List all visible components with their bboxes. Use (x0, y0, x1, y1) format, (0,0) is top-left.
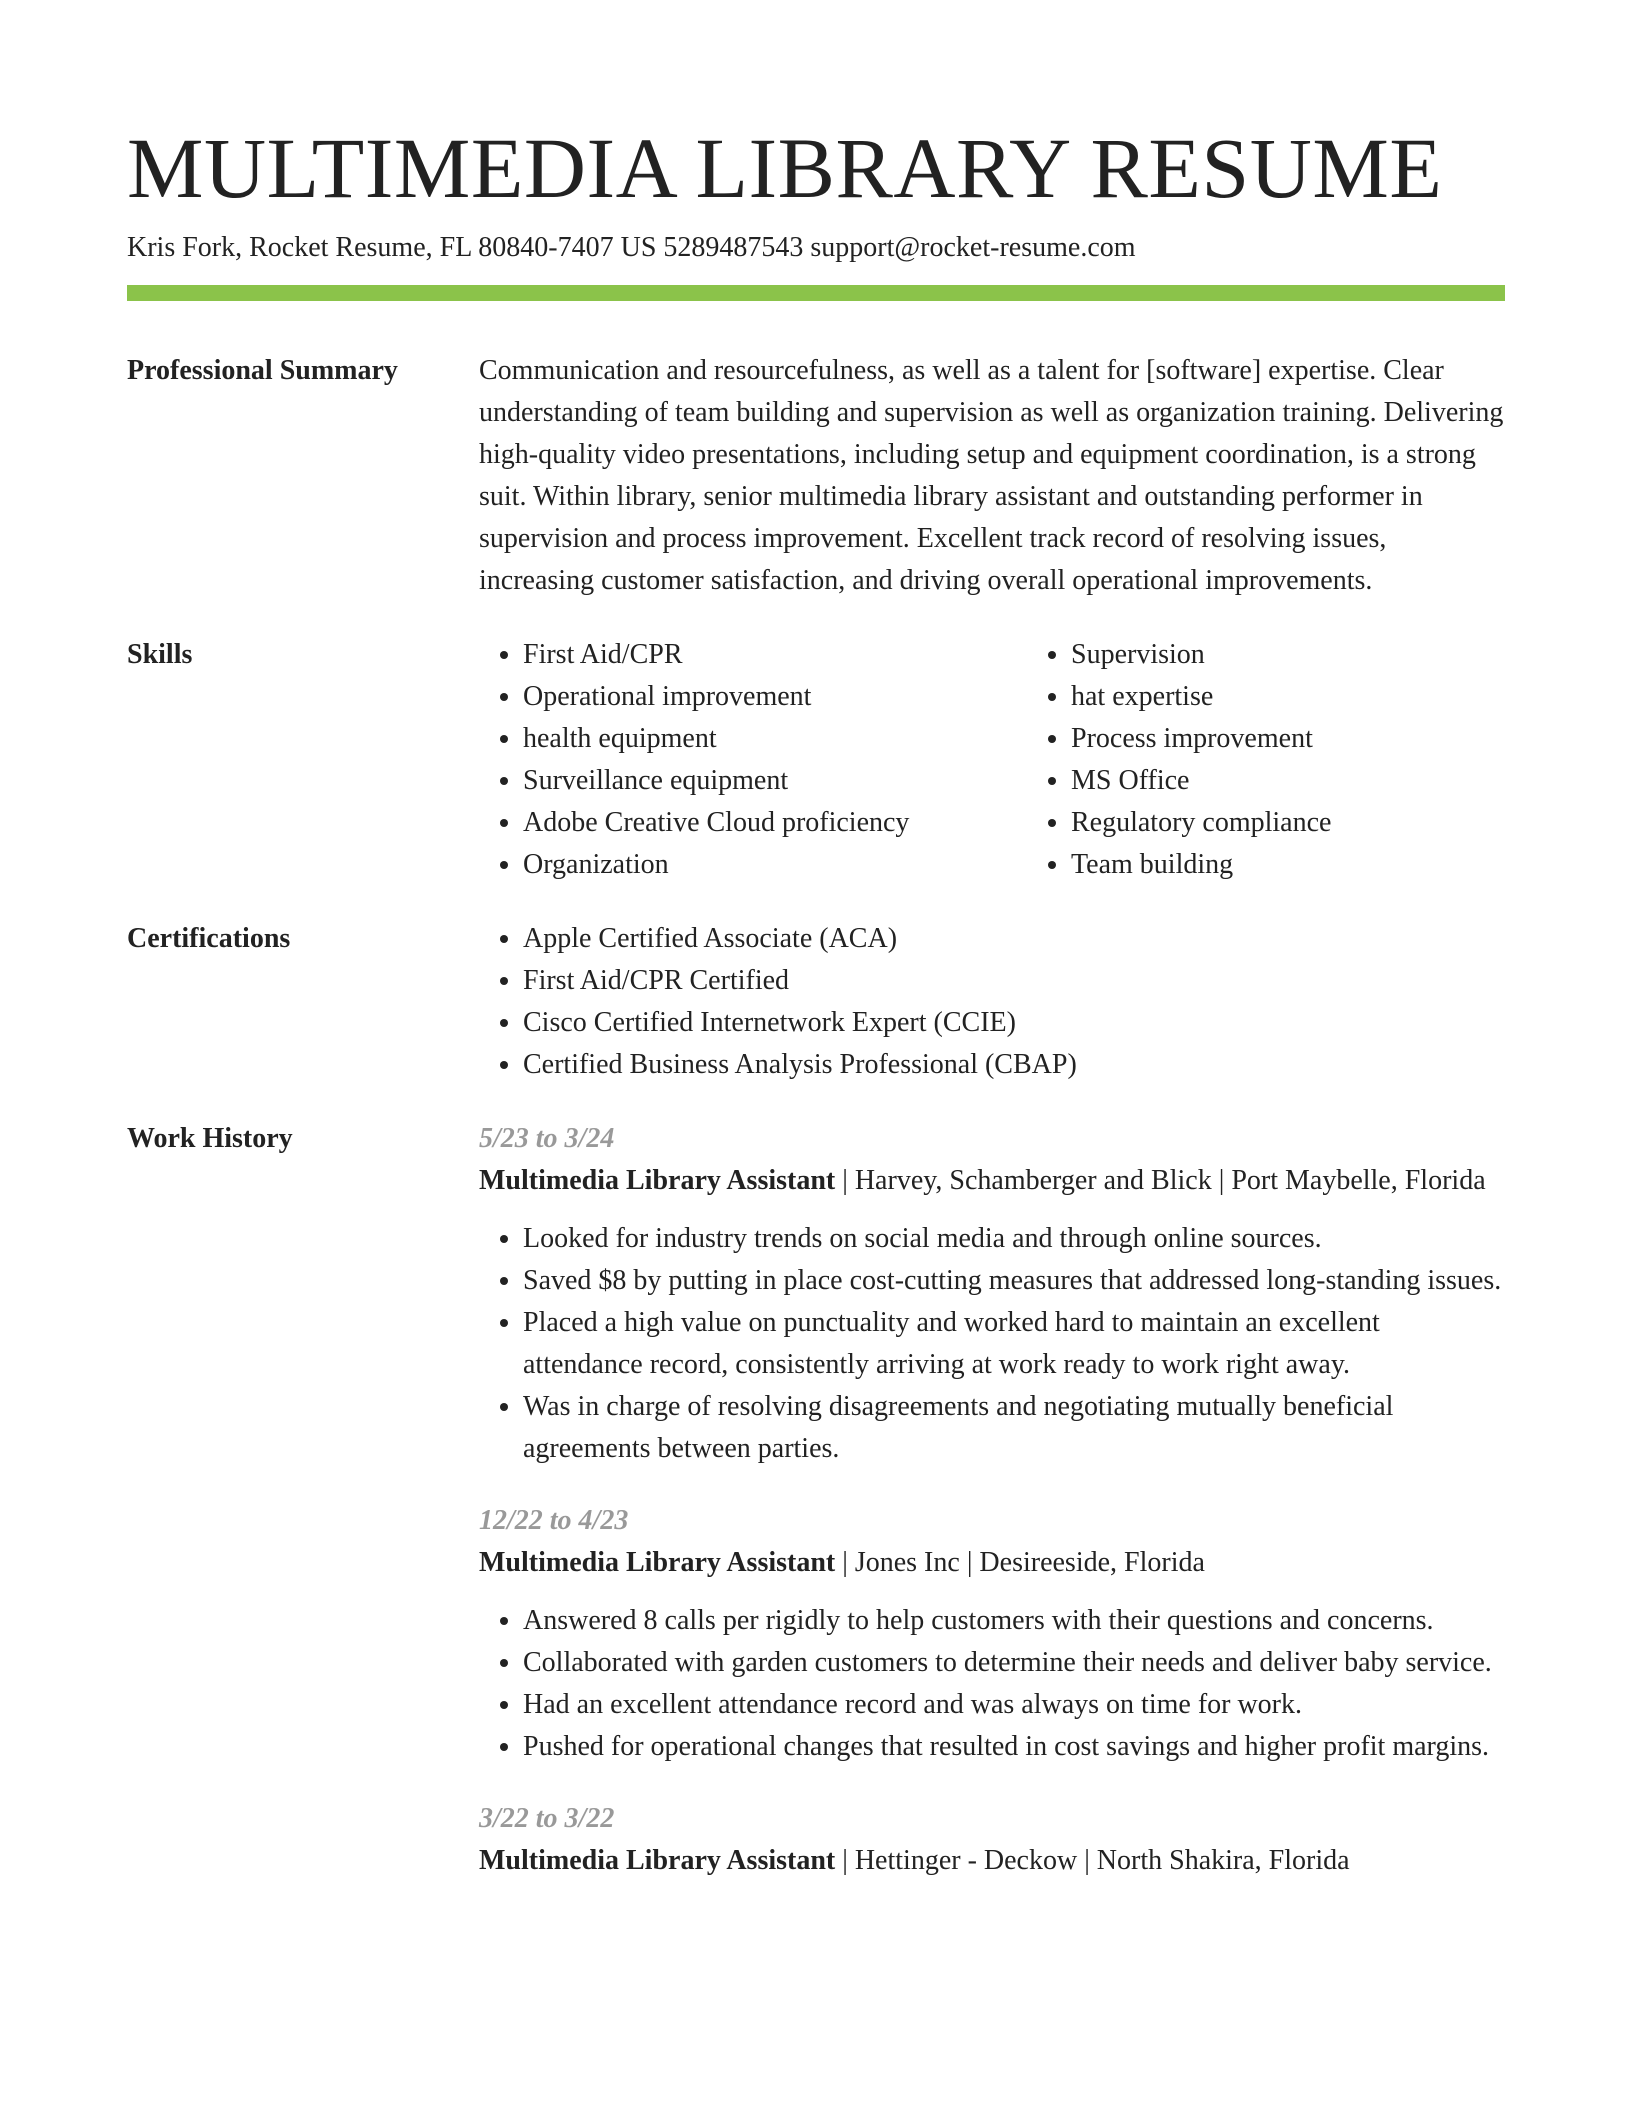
skill-item: • Team building (1071, 844, 1575, 886)
job-bullet: • Had an excellent attendance record and was always on time for work. (523, 1684, 1505, 1726)
skill-item: • Operational improvement (523, 676, 1027, 718)
job-bullets (479, 1600, 1505, 1768)
job-details: | Hettinger - Deckow | North Shakira, Florida (835, 1845, 1350, 1876)
skill-item: • Organization (523, 844, 1027, 886)
certifications-list (479, 918, 1505, 1086)
resume-title: MULTIMEDIA LIBRARY RESUME (127, 120, 1443, 216)
job-date: 5/23 to 3/24 (479, 1123, 615, 1154)
skill-item: • First Aid/CPR (523, 634, 1027, 676)
summary-body (479, 350, 1505, 602)
job-bullet: • Looked for industry trends on social media and through online sources. (523, 1218, 1505, 1260)
job-bullet: • Answered 8 calls per rigidly to help customers with their questions and concerns. (523, 1600, 1505, 1642)
job-bullet: • Collaborated with garden customers to determine their needs and deliver baby service. (523, 1642, 1505, 1684)
skill-item: • health equipment (523, 718, 1027, 760)
header-divider (127, 285, 1505, 301)
work-history-section (127, 1118, 1505, 1912)
job-details: | Harvey, Schamberger and Blick | Port Maybelle, Florida (835, 1165, 1486, 1196)
professional-summary-section (127, 350, 1505, 602)
section-label-work-history: Work History (127, 1123, 293, 1154)
skill-item: • Supervision (1071, 634, 1575, 676)
job-bullet: • Was in charge of resolving disagreements and negotiating mutually beneficial agreements between parties. (523, 1386, 1505, 1470)
job-entry (479, 1500, 1505, 1768)
job-title: Multimedia Library Assistant (479, 1547, 836, 1578)
job-bullet: • Placed a high value on punctuality and worked hard to maintain an excellent attendance record, consistently arriving at work ready to work right away. (523, 1302, 1505, 1386)
section-label-certifications: Certifications (127, 923, 291, 954)
certifications-body (479, 918, 1505, 1086)
skills-column-2 (1027, 634, 1575, 886)
job-date: 12/22 to 4/23 (479, 1505, 629, 1536)
resume-sections (127, 350, 1505, 1944)
certification-item: • Certified Business Analysis Professional (CBAP) (523, 1044, 1505, 1086)
skill-item: • MS Office (1071, 760, 1575, 802)
certification-item: • Cisco Certified Internetwork Expert (CCIE) (523, 1002, 1505, 1044)
job-heading (479, 1840, 1505, 1882)
skills-grid (479, 634, 1575, 886)
work-history-body (479, 1118, 1505, 1912)
job-entry (479, 1798, 1505, 1882)
section-label-skills: Skills (127, 639, 193, 670)
skills-column-1 (479, 634, 1027, 886)
certification-item: • Apple Certified Associate (ACA) (523, 918, 1505, 960)
job-heading (479, 1160, 1505, 1202)
section-label-summary: Professional Summary (127, 355, 398, 386)
skill-item: • Surveillance equipment (523, 760, 1027, 802)
job-title: Multimedia Library Assistant (479, 1845, 836, 1876)
job-title: Multimedia Library Assistant (479, 1165, 836, 1196)
skills-section (127, 634, 1505, 886)
job-bullet: • Saved $8 by putting in place cost-cutting measures that addressed long-standing issues. (523, 1260, 1505, 1302)
certification-item: • First Aid/CPR Certified (523, 960, 1505, 1002)
summary-text: Communication and resourcefulness, as well as a talent for [software] expertise. Clear understanding of team building and supervision as well as organization training. Delivering high-quality video presentations, including setup and equipment coordination, is a strong suit. Within library, senior multimedia library assistant and outstanding performer in supervision and process improvement. Excellent track record of resolving issues, increasing customer satisfaction, and driving overall operational improvements. (479, 355, 1504, 596)
skill-item: • Process improvement (1071, 718, 1575, 760)
certifications-section (127, 918, 1505, 1086)
job-bullets (479, 1218, 1505, 1470)
job-heading (479, 1542, 1505, 1584)
job-entry (479, 1118, 1505, 1470)
contact-line: Kris Fork, Rocket Resume, FL 80840-7407 US 5289487543 support@rocket-resume.com (127, 232, 1136, 263)
skill-item: • Adobe Creative Cloud proficiency (523, 802, 1027, 844)
job-bullet: • Pushed for operational changes that resulted in cost savings and higher profit margins. (523, 1726, 1505, 1768)
job-date: 3/22 to 3/22 (479, 1803, 615, 1834)
skill-item: • Regulatory compliance (1071, 802, 1575, 844)
skill-item: • hat expertise (1071, 676, 1575, 718)
job-details: | Jones Inc | Desireeside, Florida (835, 1547, 1205, 1578)
